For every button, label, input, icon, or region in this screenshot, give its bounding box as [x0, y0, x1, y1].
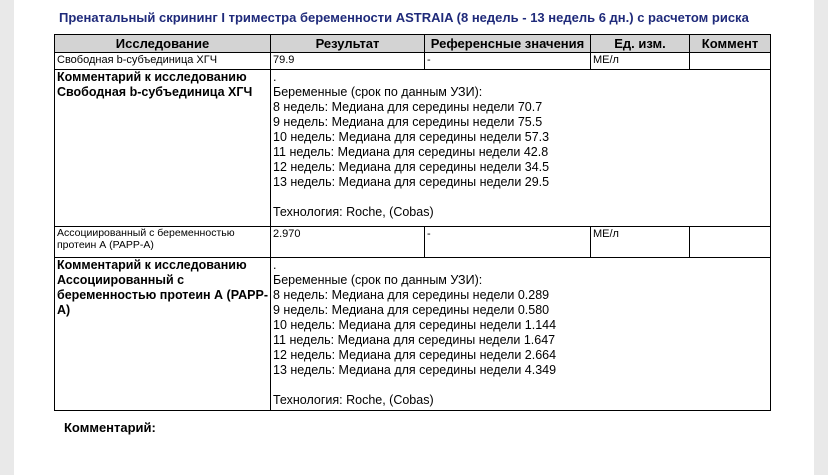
comment-body	[271, 70, 771, 227]
comment-line: 10 недель: Медиана для середины недели 1.144	[273, 318, 557, 332]
unit-value: МЕ/л	[591, 53, 690, 70]
col-header-unit: Ед. изм.	[591, 35, 690, 53]
comment-line: 9 недель: Медиана для середины недели 75.5	[273, 115, 543, 129]
blank-line	[273, 190, 768, 205]
comment-line: 12 недель: Медиана для середины недели 34.5	[273, 160, 550, 174]
comment-line: 11 недель: Медиана для середины недели 42.8	[273, 145, 549, 159]
report-title: Пренатальный скрининг I триместра беременности ASTRAIA (8 недель - 13 недель 6 дн.) с расчетом риска	[59, 10, 749, 25]
test-name: Свободная b-субъединица ХГЧ	[55, 53, 271, 70]
comment-dot: .	[273, 258, 277, 272]
comment-row	[55, 70, 771, 227]
comment-line: 10 недель: Медиана для середины недели 57.3	[273, 130, 550, 144]
comment-dot: .	[273, 70, 277, 84]
comment-line: 12 недель: Медиана для середины недели 2.664	[273, 348, 557, 362]
reference-value: -	[425, 53, 591, 70]
comment-row	[55, 258, 771, 411]
comment-value	[690, 227, 771, 258]
comment-line: 13 недель: Медиана для середины недели 4.349	[273, 363, 557, 377]
comment-title: Комментарий к исследованию Свободная b-субъединица ХГЧ	[55, 70, 271, 227]
technology-line: Технология: Roche, (Cobas)	[273, 393, 434, 407]
reference-value: -	[425, 227, 591, 258]
comment-line: 8 недель: Медиана для середины недели 0.289	[273, 288, 550, 302]
unit-value: МЕ/л	[591, 227, 690, 258]
test-name: Ассоциированный с беременностью протеин А (PAPP-A)	[55, 227, 271, 258]
result-value: 2.970	[271, 227, 425, 258]
comment-line: 8 недель: Медиана для середины недели 70.7	[273, 100, 543, 114]
result-value: 79.9	[271, 53, 425, 70]
col-header-reference: Референсные значения	[425, 35, 591, 53]
blank-line	[273, 378, 768, 393]
comment-body	[271, 258, 771, 411]
comment-line: Беременные (срок по данным УЗИ):	[273, 85, 483, 99]
col-header-comment: Коммент	[690, 35, 771, 53]
table-row	[55, 53, 771, 70]
comment-value	[690, 53, 771, 70]
comment-line: Беременные (срок по данным УЗИ):	[273, 273, 483, 287]
comment-line: 11 недель: Медиана для середины недели 1.647	[273, 333, 556, 347]
table-row	[55, 227, 771, 258]
header-row	[55, 35, 771, 53]
comment-title: Комментарий к исследованию Ассоциированный с беременностью протеин А (PAPP-A)	[55, 258, 271, 411]
footer-comment-label: Комментарий:	[64, 420, 156, 435]
col-header-result: Результат	[271, 35, 425, 53]
col-header-test: Исследование	[55, 35, 271, 53]
comment-line: 13 недель: Медиана для середины недели 29.5	[273, 175, 550, 189]
comment-line: 9 недель: Медиана для середины недели 0.580	[273, 303, 550, 317]
results-table	[54, 34, 771, 411]
report-page	[14, 0, 814, 475]
technology-line: Технология: Roche, (Cobas)	[273, 205, 434, 219]
